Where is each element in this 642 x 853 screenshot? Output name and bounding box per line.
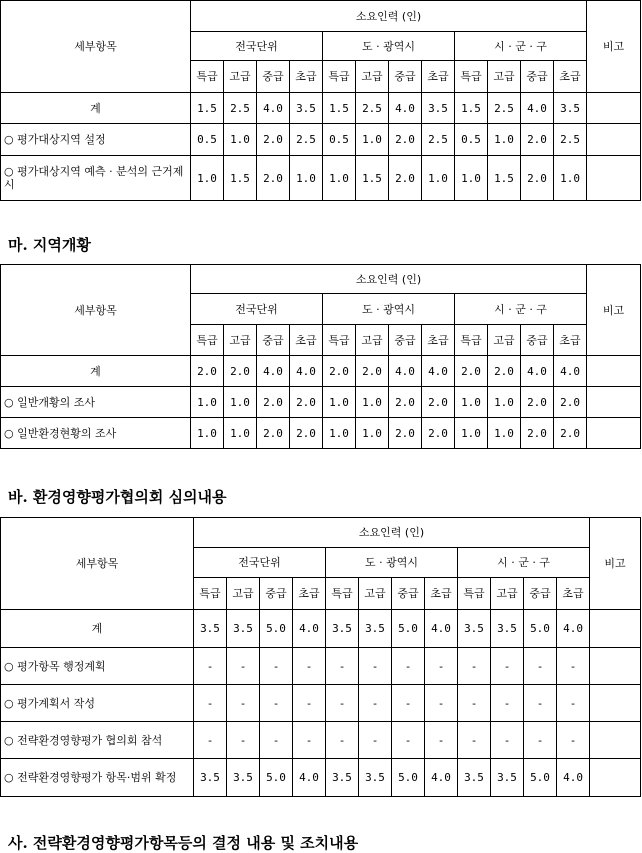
staff-value-cell: 2.0 <box>290 387 323 418</box>
header-grade: 중급 <box>257 61 290 93</box>
header-note: 비고 <box>590 518 641 610</box>
staff-value-cell: - <box>359 685 392 722</box>
note-cell <box>590 722 641 759</box>
staff-value-cell: 5.0 <box>392 759 425 797</box>
header-grade: 초급 <box>422 61 455 93</box>
staff-value-cell: 2.0 <box>257 156 290 201</box>
header-grade: 중급 <box>392 578 425 610</box>
staffing-table-2 <box>0 264 641 449</box>
staff-value-cell: 1.0 <box>356 124 389 156</box>
staff-value-cell: - <box>260 685 293 722</box>
staff-value-cell: 2.5 <box>554 124 587 156</box>
staff-value-cell: 2.5 <box>290 124 323 156</box>
header-grade: 특급 <box>458 578 491 610</box>
staff-value-cell: 5.0 <box>524 610 557 648</box>
header-grade: 초급 <box>554 325 587 356</box>
staff-value-cell: 2.0 <box>257 124 290 156</box>
staff-value-cell: 2.0 <box>488 356 521 387</box>
staff-value-cell: 4.0 <box>425 610 458 648</box>
staff-value-cell: 0.5 <box>455 124 488 156</box>
header-grade: 고급 <box>224 325 257 356</box>
header-grade: 고급 <box>488 61 521 93</box>
staff-value-cell: 5.0 <box>392 610 425 648</box>
staff-value-cell: 3.5 <box>194 759 227 797</box>
table-row <box>1 418 641 449</box>
header-region: 시 · 군 · 구 <box>455 294 587 325</box>
note-cell <box>590 610 641 648</box>
staff-value-cell: 2.0 <box>422 418 455 449</box>
staff-value-cell: 3.5 <box>554 93 587 124</box>
header-grade: 고급 <box>224 61 257 93</box>
staff-value-cell: - <box>425 685 458 722</box>
staff-value-cell: - <box>425 648 458 685</box>
header-grade: 특급 <box>194 578 227 610</box>
table-row <box>1 387 641 418</box>
staff-value-cell: 1.5 <box>488 156 521 201</box>
staff-value-cell: 2.0 <box>521 387 554 418</box>
staff-value-cell: 1.0 <box>224 387 257 418</box>
staff-value-cell: 2.0 <box>389 156 422 201</box>
header-region: 도 · 광역시 <box>323 32 455 61</box>
note-cell <box>590 759 641 797</box>
staff-value-cell: - <box>557 722 590 759</box>
staff-value-cell: 2.0 <box>323 356 356 387</box>
staff-value-cell: 4.0 <box>425 759 458 797</box>
note-cell <box>587 124 641 156</box>
staff-value-cell: - <box>557 648 590 685</box>
staff-value-cell: 3.5 <box>458 759 491 797</box>
staff-value-cell: 3.5 <box>491 610 524 648</box>
staff-value-cell: 1.5 <box>356 156 389 201</box>
staff-value-cell: 1.0 <box>488 387 521 418</box>
staff-value-cell: 4.0 <box>521 93 554 124</box>
staff-value-cell: - <box>227 648 260 685</box>
staff-value-cell: - <box>326 648 359 685</box>
header-grade: 초급 <box>290 61 323 93</box>
header-grade: 특급 <box>191 61 224 93</box>
header-region: 시 · 군 · 구 <box>458 548 590 578</box>
header-region: 시 · 군 · 구 <box>455 32 587 61</box>
staff-value-cell: 1.0 <box>422 156 455 201</box>
staff-value-cell: 5.0 <box>260 610 293 648</box>
header-grade: 고급 <box>359 578 392 610</box>
staff-value-cell: 1.0 <box>455 156 488 201</box>
staff-value-cell: 4.0 <box>557 759 590 797</box>
staff-value-cell: 2.0 <box>257 387 290 418</box>
staff-value-cell: 1.0 <box>323 156 356 201</box>
header-item: 세부항목 <box>1 518 194 610</box>
header-grade: 중급 <box>389 61 422 93</box>
staff-value-cell: - <box>326 685 359 722</box>
header-region: 전국단위 <box>191 294 323 325</box>
header-grade: 고급 <box>356 61 389 93</box>
staff-value-cell: 1.5 <box>224 156 257 201</box>
header-staff-group: 소요인력 (인) <box>194 518 590 548</box>
header-grade: 특급 <box>455 325 488 356</box>
staff-value-cell: 5.0 <box>524 759 557 797</box>
staff-value-cell: 3.5 <box>290 93 323 124</box>
staff-value-cell: - <box>392 685 425 722</box>
row-item-label: ○ 일반환경현황의 조사 <box>1 418 191 449</box>
header-grade: 특급 <box>191 325 224 356</box>
staff-value-cell: - <box>260 648 293 685</box>
staff-value-cell: 1.0 <box>323 387 356 418</box>
staff-value-cell: 4.0 <box>422 356 455 387</box>
staff-value-cell: - <box>458 722 491 759</box>
staff-value-cell: 1.5 <box>323 93 356 124</box>
staff-value-cell: - <box>491 685 524 722</box>
staff-value-cell: 2.0 <box>455 356 488 387</box>
row-item-label: ○ 평가대상지역 예측 · 분석의 근거제시 <box>1 156 191 201</box>
note-cell <box>587 156 641 201</box>
staff-value-cell: - <box>524 648 557 685</box>
note-cell <box>590 685 641 722</box>
table-row <box>1 124 641 156</box>
staff-value-cell: 2.5 <box>224 93 257 124</box>
staff-value-cell: 2.0 <box>257 418 290 449</box>
staff-value-cell: - <box>491 722 524 759</box>
staff-value-cell: 3.5 <box>491 759 524 797</box>
staff-value-cell: 2.0 <box>422 387 455 418</box>
staff-value-cell: - <box>524 685 557 722</box>
staff-value-cell: 1.0 <box>554 156 587 201</box>
table-row <box>1 685 641 722</box>
header-grade: 중급 <box>389 325 422 356</box>
header-grade: 특급 <box>323 325 356 356</box>
staff-value-cell: 1.0 <box>356 418 389 449</box>
header-note: 비고 <box>587 1 641 93</box>
staff-value-cell: 1.0 <box>191 387 224 418</box>
staff-value-cell: - <box>260 722 293 759</box>
staff-value-cell: 3.5 <box>227 759 260 797</box>
staff-value-cell: 4.0 <box>290 356 323 387</box>
row-item-label: ○ 평가대상지역 설정 <box>1 124 191 156</box>
header-region: 전국단위 <box>191 32 323 61</box>
header-grade: 중급 <box>521 325 554 356</box>
staff-value-cell: 4.0 <box>389 93 422 124</box>
header-staff-group: 소요인력 (인) <box>191 1 587 32</box>
header-staff-group: 소요인력 (인) <box>191 265 587 294</box>
staff-value-cell: 3.5 <box>359 610 392 648</box>
header-region: 도 · 광역시 <box>326 548 458 578</box>
staff-value-cell: 1.0 <box>191 418 224 449</box>
row-item-label: ○ 평가계획서 작성 <box>1 685 194 722</box>
staff-value-cell: 2.0 <box>290 418 323 449</box>
header-grade: 중급 <box>257 325 290 356</box>
table-row <box>1 610 641 648</box>
header-grade: 초급 <box>422 325 455 356</box>
header-grade: 초급 <box>554 61 587 93</box>
table-row <box>1 648 641 685</box>
staff-value-cell: 2.0 <box>554 418 587 449</box>
header-note: 비고 <box>587 265 641 356</box>
staff-value-cell: 2.5 <box>422 124 455 156</box>
header-grade: 초급 <box>290 325 323 356</box>
table-row <box>1 156 641 201</box>
staff-value-cell: 2.0 <box>191 356 224 387</box>
row-item-label: ○ 일반개황의 조사 <box>1 387 191 418</box>
staff-value-cell: - <box>491 648 524 685</box>
note-cell <box>590 648 641 685</box>
header-grade: 특급 <box>323 61 356 93</box>
staff-value-cell: 1.0 <box>455 418 488 449</box>
header-grade: 고급 <box>488 325 521 356</box>
staff-value-cell: - <box>392 722 425 759</box>
staff-value-cell: 4.0 <box>521 356 554 387</box>
staff-value-cell: - <box>293 685 326 722</box>
staff-value-cell: 1.0 <box>191 156 224 201</box>
row-item-label: ○ 전략환경영향평가 협의회 참석 <box>1 722 194 759</box>
staff-value-cell: - <box>392 648 425 685</box>
header-item: 세부항목 <box>1 265 191 356</box>
staff-value-cell: 1.0 <box>224 124 257 156</box>
staff-value-cell: 2.5 <box>356 93 389 124</box>
header-grade: 중급 <box>524 578 557 610</box>
note-cell <box>587 387 641 418</box>
staff-value-cell: 3.5 <box>359 759 392 797</box>
note-cell <box>587 418 641 449</box>
staff-value-cell: 1.0 <box>455 387 488 418</box>
staff-value-cell: - <box>293 722 326 759</box>
staff-value-cell: 2.0 <box>521 124 554 156</box>
staff-value-cell: 4.0 <box>389 356 422 387</box>
staff-value-cell: 3.5 <box>458 610 491 648</box>
section-heading: 마. 지역개황 <box>8 236 91 254</box>
header-grade: 특급 <box>455 61 488 93</box>
staff-value-cell: 2.0 <box>389 418 422 449</box>
staff-value-cell: 4.0 <box>257 356 290 387</box>
table-row <box>1 759 641 797</box>
header-grade: 초급 <box>425 578 458 610</box>
staff-value-cell: 1.0 <box>356 387 389 418</box>
header-grade: 고급 <box>356 325 389 356</box>
staff-value-cell: - <box>227 722 260 759</box>
staff-value-cell: - <box>458 685 491 722</box>
staff-value-cell: - <box>359 648 392 685</box>
staff-value-cell: 0.5 <box>323 124 356 156</box>
staff-value-cell: 4.0 <box>554 356 587 387</box>
staff-value-cell: 3.5 <box>194 610 227 648</box>
staff-value-cell: - <box>557 685 590 722</box>
staff-value-cell: 2.0 <box>389 387 422 418</box>
row-total-label: 계 <box>1 93 191 124</box>
staff-value-cell: 1.5 <box>455 93 488 124</box>
staff-value-cell: 1.0 <box>488 418 521 449</box>
staff-value-cell: - <box>194 685 227 722</box>
header-grade: 초급 <box>293 578 326 610</box>
header-grade: 중급 <box>521 61 554 93</box>
staffing-table-3 <box>0 517 641 797</box>
staff-value-cell: 5.0 <box>260 759 293 797</box>
staff-value-cell: - <box>425 722 458 759</box>
row-total-label: 계 <box>1 610 194 648</box>
header-grade: 특급 <box>326 578 359 610</box>
header-grade: 초급 <box>557 578 590 610</box>
staff-value-cell: - <box>359 722 392 759</box>
staff-value-cell: - <box>326 722 359 759</box>
staff-value-cell: 3.5 <box>326 759 359 797</box>
header-item: 세부항목 <box>1 1 191 93</box>
staff-value-cell: 2.5 <box>488 93 521 124</box>
staff-value-cell: - <box>194 722 227 759</box>
header-region: 도 · 광역시 <box>323 294 455 325</box>
staff-value-cell: 2.0 <box>224 356 257 387</box>
staff-value-cell: 3.5 <box>422 93 455 124</box>
staff-value-cell: 4.0 <box>557 610 590 648</box>
staff-value-cell: - <box>227 685 260 722</box>
staff-value-cell: 1.0 <box>488 124 521 156</box>
note-cell <box>587 93 641 124</box>
table-row <box>1 93 641 124</box>
staff-value-cell: 4.0 <box>293 759 326 797</box>
staff-value-cell: 2.0 <box>554 387 587 418</box>
table-row <box>1 722 641 759</box>
staff-value-cell: 2.0 <box>389 124 422 156</box>
section-heading: 사. 전략환경영향평가항목등의 결정 내용 및 조치내용 <box>8 834 359 852</box>
staffing-table-1 <box>0 0 641 201</box>
header-region: 전국단위 <box>194 548 326 578</box>
staff-value-cell: 0.5 <box>191 124 224 156</box>
header-grade: 중급 <box>260 578 293 610</box>
staff-value-cell: - <box>293 648 326 685</box>
header-grade: 고급 <box>227 578 260 610</box>
staff-value-cell: 2.0 <box>521 418 554 449</box>
section-heading: 바. 환경영향평가협의회 심의내용 <box>8 488 227 506</box>
row-item-label: ○ 평가항목 행정계획 <box>1 648 194 685</box>
staff-value-cell: 4.0 <box>293 610 326 648</box>
staff-value-cell: - <box>524 722 557 759</box>
staff-value-cell: 3.5 <box>326 610 359 648</box>
staff-value-cell: 1.0 <box>323 418 356 449</box>
staff-value-cell: 1.0 <box>224 418 257 449</box>
staff-value-cell: - <box>458 648 491 685</box>
staff-value-cell: 1.5 <box>191 93 224 124</box>
table-row <box>1 356 641 387</box>
staff-value-cell: 4.0 <box>257 93 290 124</box>
staff-value-cell: - <box>194 648 227 685</box>
staff-value-cell: 2.0 <box>521 156 554 201</box>
staff-value-cell: 2.0 <box>356 356 389 387</box>
note-cell <box>587 356 641 387</box>
staff-value-cell: 3.5 <box>227 610 260 648</box>
row-item-label: ○ 전략환경영향평가 항목·범위 확정 <box>1 759 194 797</box>
header-grade: 고급 <box>491 578 524 610</box>
row-total-label: 계 <box>1 356 191 387</box>
staff-value-cell: 1.0 <box>290 156 323 201</box>
